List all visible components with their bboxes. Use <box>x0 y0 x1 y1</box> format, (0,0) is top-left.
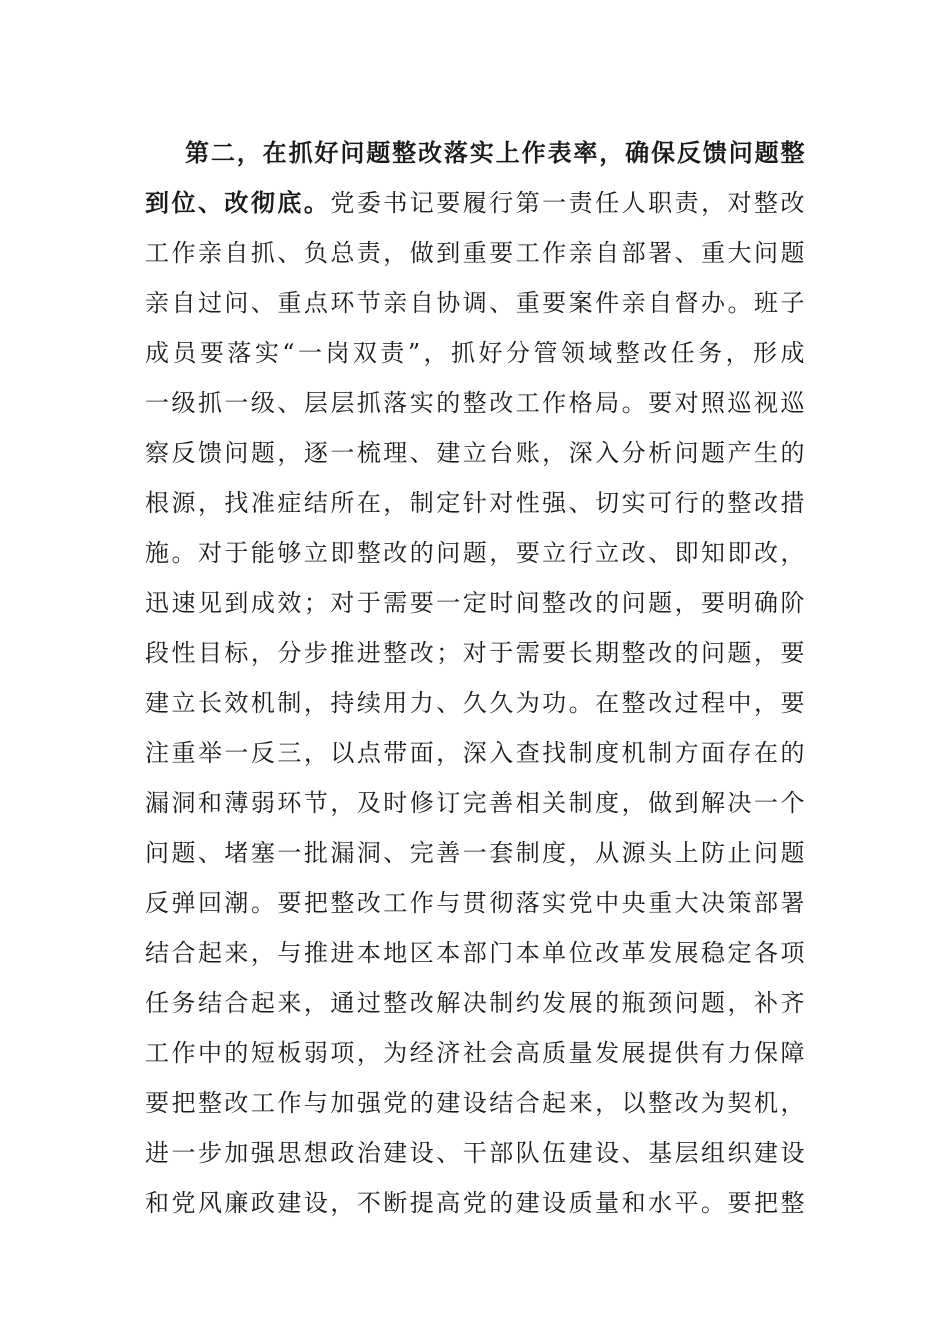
text-line <box>145 828 805 878</box>
text-line <box>145 728 805 778</box>
text-line <box>145 878 805 928</box>
body-text: 问题、堵塞一批漏洞、完善一套制度，从源头上防止问题 <box>145 839 805 867</box>
body-text: 工作亲自抓、负总责，做到重要工作亲自部署、重大问题 <box>145 239 805 267</box>
body-text: 和党风廉政建设，不断提高党的建设质量和水平。要把整 <box>145 1189 805 1217</box>
text-line <box>145 278 805 328</box>
bold-heading-text: 到位、改彻底。 <box>145 188 331 217</box>
text-line <box>145 378 805 428</box>
text-line <box>145 478 805 528</box>
text-line <box>145 178 805 228</box>
body-text: 注重举一反三，以点带面，深入查找制度机制方面存在的 <box>145 739 805 767</box>
body-text: 察反馈问题，逐一梳理、建立台账，深入分析问题产生的 <box>145 439 805 467</box>
body-text: 工作中的短板弱项，为经济社会高质量发展提供有力保障 <box>145 1039 805 1067</box>
text-line <box>145 628 805 678</box>
text-line <box>145 328 805 378</box>
text-line <box>145 678 805 728</box>
body-text: 漏洞和薄弱环节，及时修订完善相关制度，做到解决一个 <box>145 789 805 817</box>
text-line <box>145 128 805 178</box>
body-text: 成员要落实“一岗双责”，抓好分管领域整改任务，形成 <box>145 339 805 367</box>
body-text: 亲自过问、重点环节亲自协调、重要案件亲自督办。班子 <box>145 289 805 317</box>
text-line <box>145 1028 805 1078</box>
text-line <box>145 778 805 828</box>
text-line <box>145 528 805 578</box>
body-text: 结合起来，与推进本地区本部门本单位改革发展稳定各项 <box>145 939 805 967</box>
body-text: 反弹回潮。要把整改工作与贯彻落实党中央重大决策部署 <box>145 889 805 917</box>
body-text: 建立长效机制，持续用力、久久为功。在整改过程中，要 <box>145 689 805 717</box>
body-text: 施。对于能够立即整改的问题，要立行立改、即知即改， <box>145 539 805 567</box>
text-line <box>145 578 805 628</box>
body-text: 要把整改工作与加强党的建设结合起来，以整改为契机， <box>145 1089 805 1117</box>
body-text: 进一步加强思想政治建设、干部队伍建设、基层组织建设 <box>145 1139 805 1167</box>
body-text: 任务结合起来，通过整改解决制约发展的瓶颈问题，补齐 <box>145 989 805 1017</box>
body-text: 一级抓一级、层层抓落实的整改工作格局。要对照巡视巡 <box>145 389 805 417</box>
text-line <box>145 1128 805 1178</box>
body-text: 根源，找准症结所在，制定针对性强、切实可行的整改措 <box>145 489 805 517</box>
text-line <box>145 978 805 1028</box>
body-paragraph <box>145 128 805 1228</box>
bold-heading-text: 第二，在抓好问题整改落实上作表率，确保反馈问题整 <box>185 138 805 167</box>
body-text: 段性目标，分步推进整改；对于需要长期整改的问题，要 <box>145 639 805 667</box>
text-line <box>145 428 805 478</box>
text-line <box>145 1178 805 1228</box>
body-text: 迅速见到成效；对于需要一定时间整改的问题，要明确阶 <box>145 589 805 617</box>
text-line <box>145 228 805 278</box>
text-line <box>145 928 805 978</box>
body-text: 党委书记要履行第一责任人职责，对整改 <box>330 189 806 217</box>
text-line <box>145 1078 805 1128</box>
